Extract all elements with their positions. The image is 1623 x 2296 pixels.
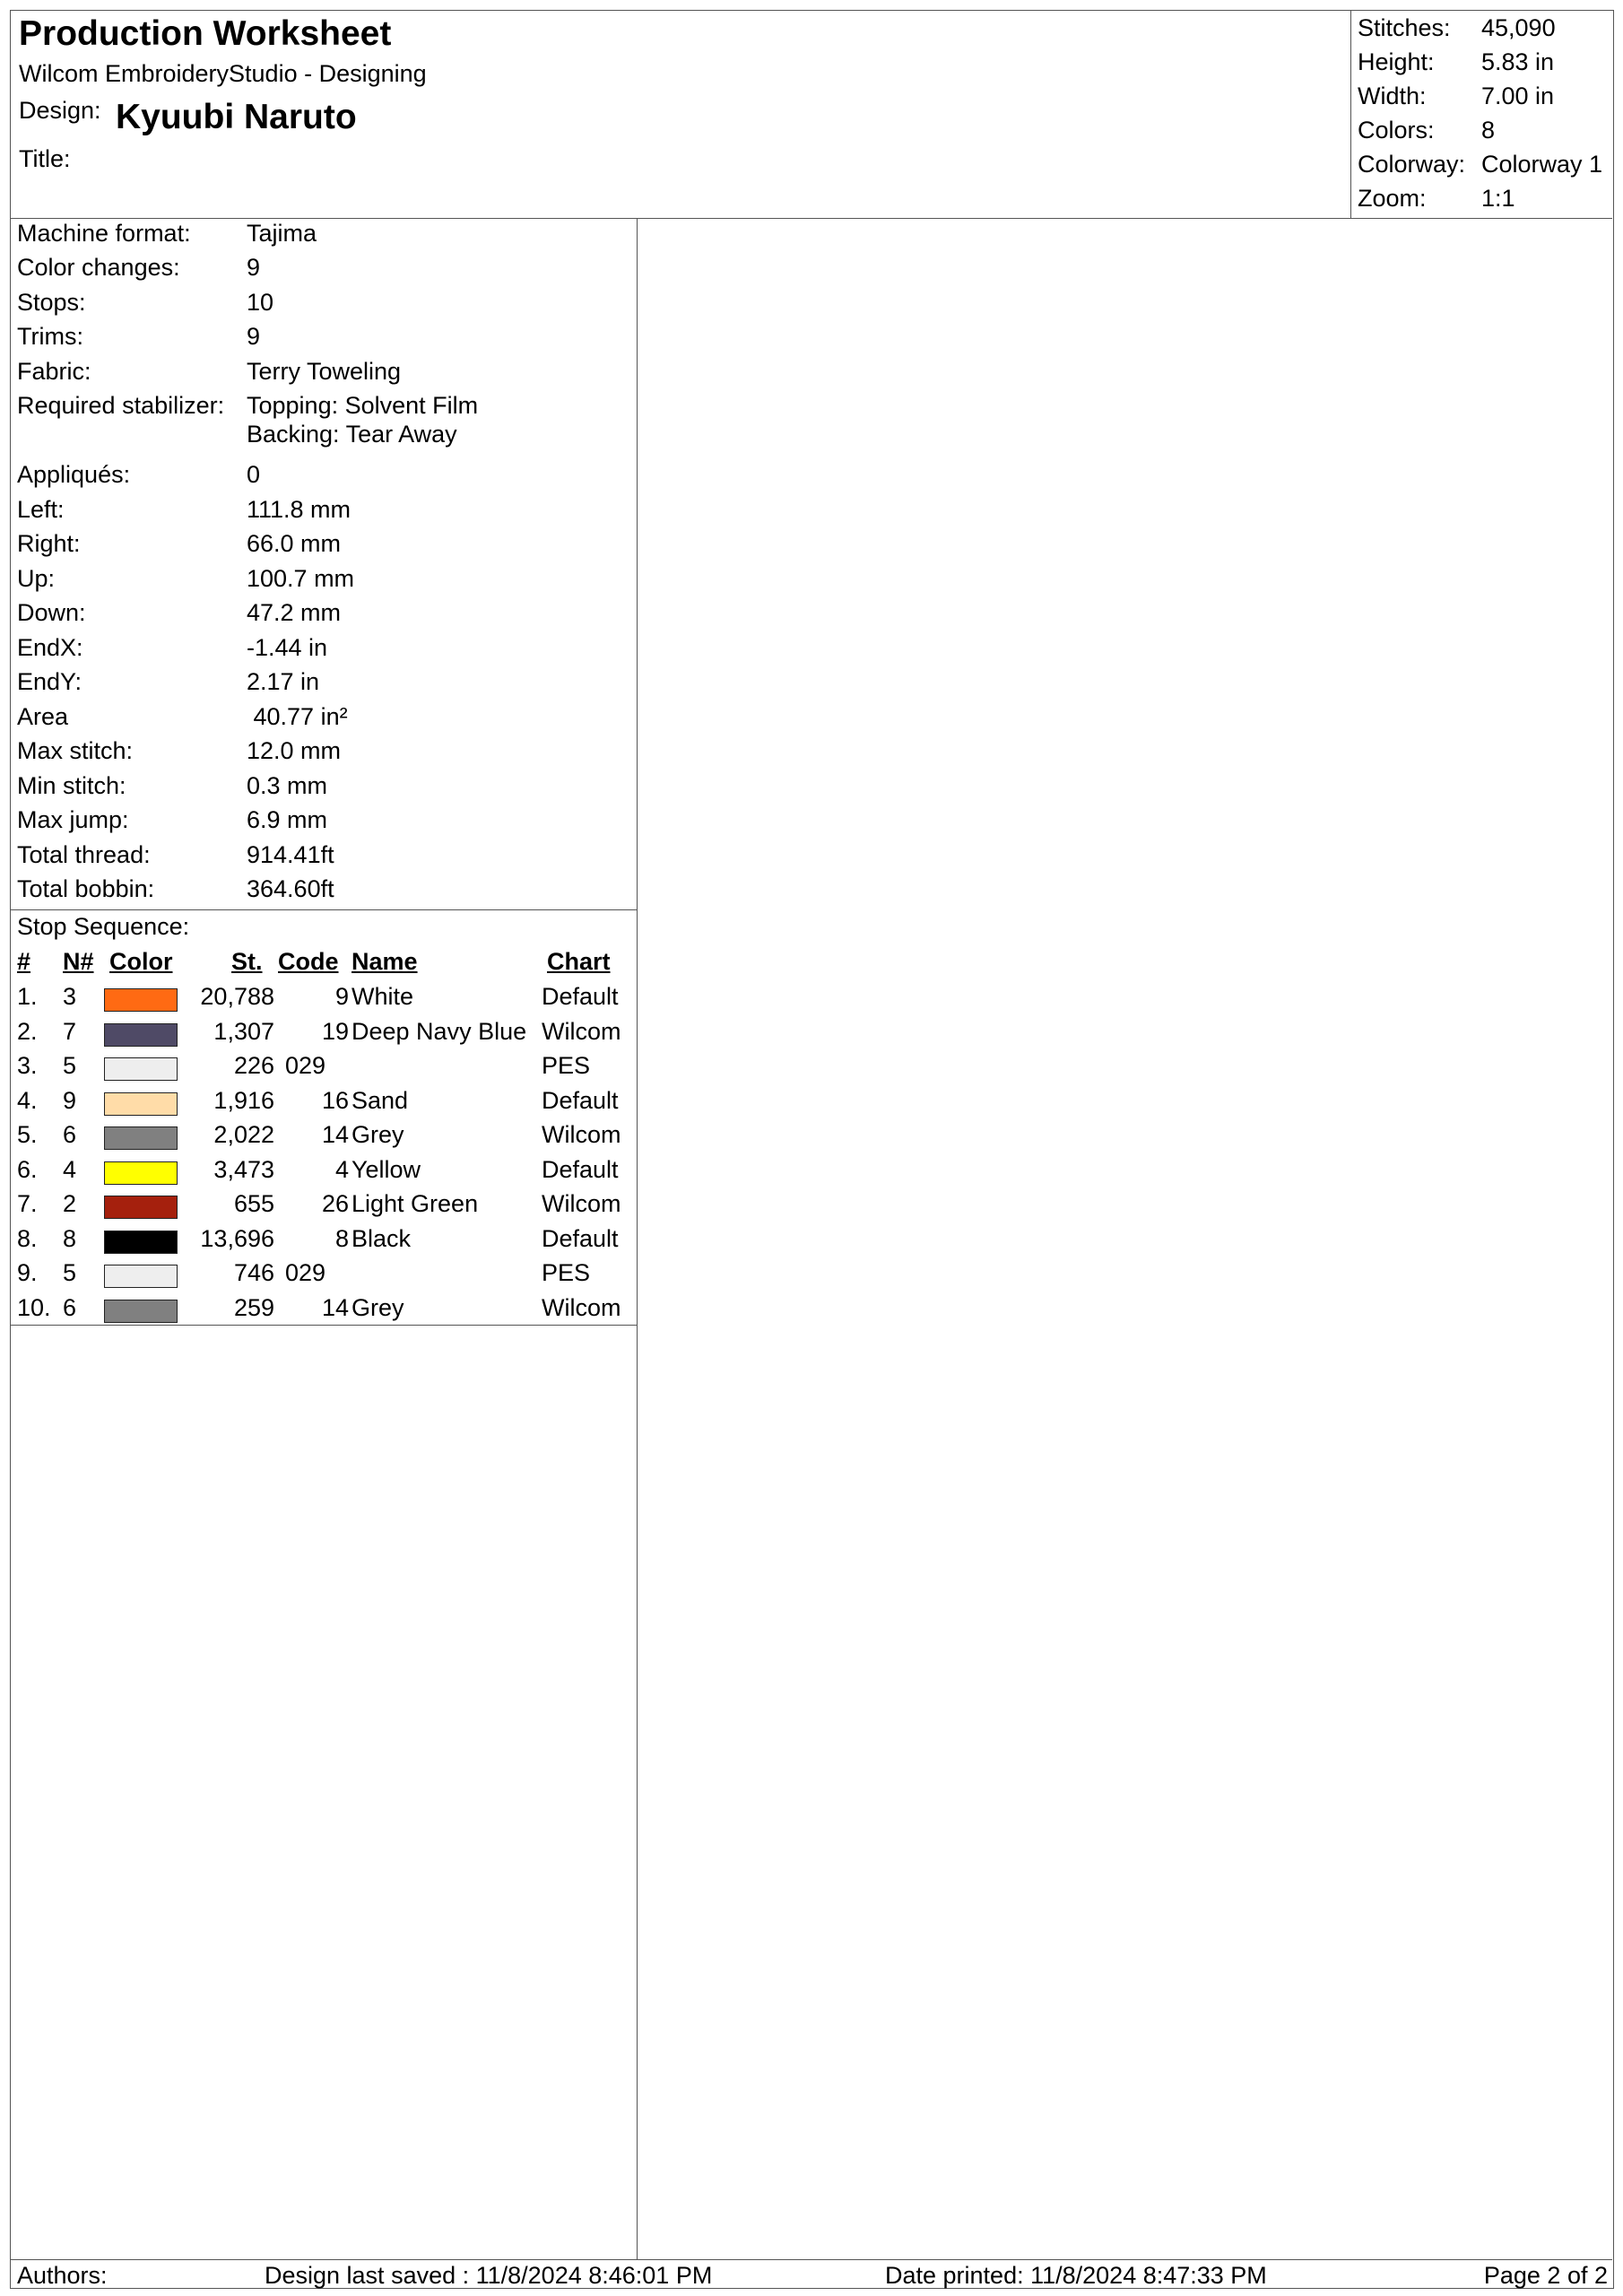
- footer-date-printed: Date printed: 11/8/2024 8:47:33 PM: [885, 2262, 1267, 2289]
- stitch-count: 226: [233, 1052, 274, 1079]
- property-label: Appliqués:: [17, 461, 131, 488]
- stitch-count: 20,788: [200, 983, 274, 1010]
- property-label: Area: [17, 703, 69, 730]
- property-value: 40.77 in²: [247, 703, 348, 730]
- table-row: [11, 1121, 637, 1155]
- thread-code: 4: [334, 1155, 349, 1183]
- thread-name: Black: [352, 1224, 412, 1252]
- worksheet-footer: [11, 2259, 1612, 2288]
- thread-name: Light Green: [352, 1190, 479, 1217]
- color-swatch: [104, 1057, 178, 1081]
- thread-chart: PES: [542, 1259, 591, 1286]
- summary-value: 8: [1481, 117, 1496, 144]
- summary-value: 1:1: [1481, 185, 1515, 212]
- row-number: 6.: [17, 1155, 38, 1183]
- summary-label: Colors:: [1358, 117, 1435, 144]
- property-label: Down:: [17, 599, 86, 626]
- stitch-count: 259: [233, 1293, 274, 1321]
- property-label: Up:: [17, 565, 56, 592]
- summary-label: Width:: [1358, 83, 1427, 109]
- table-row: [11, 1225, 637, 1259]
- footer-last-saved: Design last saved : 11/8/2024 8:46:01 PM: [265, 2262, 713, 2289]
- summary-value: 7.00 in: [1481, 83, 1555, 109]
- thread-code: 26: [321, 1190, 349, 1217]
- thread-name: Deep Navy Blue: [352, 1017, 527, 1045]
- row-number: 1.: [17, 983, 38, 1010]
- thread-chart: Wilcom: [542, 1293, 621, 1321]
- row-number: 7.: [17, 1190, 38, 1217]
- needle-number: 5: [63, 1259, 77, 1286]
- property-value: Terry Toweling: [247, 358, 402, 385]
- property-value: 2.17 in: [247, 668, 320, 695]
- table-row: [11, 1018, 637, 1052]
- worksheet-header: [11, 11, 1612, 219]
- table-row: [11, 1087, 637, 1121]
- stitch-count: 746: [233, 1259, 274, 1286]
- stitch-count: 1,307: [213, 1017, 274, 1045]
- property-label: EndY:: [17, 668, 82, 695]
- column-header-needle: N#: [63, 948, 94, 975]
- property-value: Topping: Solvent Film: [247, 392, 479, 419]
- stop-sequence-title: Stop Sequence:: [17, 913, 190, 940]
- summary-label: Zoom:: [1358, 185, 1427, 212]
- property-value: 9: [247, 254, 261, 281]
- property-label: Fabric:: [17, 358, 91, 385]
- column-header-chart: Chart: [547, 948, 611, 975]
- property-value: 0.3 mm: [247, 772, 328, 799]
- summary-label: Stitches:: [1358, 14, 1451, 41]
- property-value: 6.9 mm: [247, 806, 328, 833]
- property-value: 9: [247, 323, 261, 350]
- needle-number: 5: [63, 1052, 77, 1079]
- row-number: 8.: [17, 1224, 38, 1252]
- section-divider: [11, 909, 637, 910]
- summary-label: Colorway:: [1358, 151, 1466, 178]
- table-row: [11, 1259, 637, 1293]
- property-label: Max jump:: [17, 806, 129, 833]
- thread-code: 029: [285, 1259, 326, 1286]
- color-swatch: [104, 988, 178, 1012]
- row-number: 3.: [17, 1052, 38, 1079]
- thread-code: 9: [334, 983, 349, 1010]
- thread-chart: Wilcom: [542, 1017, 621, 1045]
- app-subtitle: Wilcom EmbroideryStudio - Designing: [19, 60, 427, 87]
- summary-value: Colorway 1: [1481, 151, 1603, 178]
- thread-code: 14: [321, 1121, 349, 1148]
- color-swatch: [104, 1092, 178, 1116]
- property-value: Backing: Tear Away: [247, 421, 457, 448]
- thread-name: Grey: [352, 1121, 404, 1148]
- property-label: Total bobbin:: [17, 875, 155, 902]
- footer-page-number: Page 2 of 2: [1483, 2262, 1608, 2289]
- needle-number: 6: [63, 1293, 77, 1321]
- column-header-stitches: St.: [231, 948, 263, 975]
- thread-chart: Default: [542, 1086, 619, 1114]
- property-value: 364.60ft: [247, 875, 334, 902]
- needle-number: 9: [63, 1086, 77, 1114]
- stitch-count: 3,473: [213, 1155, 274, 1183]
- property-value: 10: [247, 289, 274, 316]
- thread-code: 029: [285, 1052, 326, 1079]
- color-swatch: [104, 1196, 178, 1219]
- property-label: Color changes:: [17, 254, 180, 281]
- property-value: 12.0 mm: [247, 737, 342, 764]
- property-value: 47.2 mm: [247, 599, 342, 626]
- thread-name: Sand: [352, 1086, 409, 1114]
- row-number: 5.: [17, 1121, 38, 1148]
- row-number: 10.: [17, 1293, 51, 1321]
- thread-name: Yellow: [352, 1155, 421, 1183]
- design-label: Design:: [19, 97, 101, 124]
- column-header-name: Name: [352, 948, 418, 975]
- thread-name: White: [352, 983, 414, 1010]
- thread-code: 14: [321, 1293, 349, 1321]
- color-swatch: [104, 1161, 178, 1185]
- needle-number: 7: [63, 1017, 77, 1045]
- needle-number: 6: [63, 1121, 77, 1148]
- color-swatch: [104, 1023, 178, 1047]
- title-label: Title:: [19, 145, 71, 172]
- row-number: 2.: [17, 1017, 38, 1045]
- table-row: [11, 1156, 637, 1190]
- stitch-count: 2,022: [213, 1121, 274, 1148]
- summary-label: Height:: [1358, 48, 1435, 75]
- thread-chart: PES: [542, 1052, 591, 1079]
- design-summary-box: [1350, 11, 1612, 218]
- property-value: 100.7 mm: [247, 565, 355, 592]
- column-header-code: Code: [278, 948, 339, 975]
- thread-name: Grey: [352, 1293, 404, 1321]
- thread-code: 16: [321, 1086, 349, 1114]
- property-label: Machine format:: [17, 220, 191, 247]
- property-label: Stops:: [17, 289, 86, 316]
- property-label: Trims:: [17, 323, 83, 350]
- thread-chart: Wilcom: [542, 1190, 621, 1217]
- column-header-num: #: [17, 948, 31, 975]
- property-label: Max stitch:: [17, 737, 134, 764]
- column-header-color: Color: [109, 948, 173, 975]
- thread-chart: Wilcom: [542, 1121, 621, 1148]
- property-value: -1.44 in: [247, 634, 328, 661]
- row-number: 4.: [17, 1086, 38, 1114]
- stitch-count: 13,696: [200, 1224, 274, 1252]
- color-swatch: [104, 1231, 178, 1254]
- thread-code: 19: [321, 1017, 349, 1045]
- color-swatch: [104, 1265, 178, 1288]
- empty-panel: [11, 1318, 638, 2259]
- thread-chart: Default: [542, 1155, 619, 1183]
- design-name: Kyuubi Naruto: [116, 98, 357, 136]
- property-value: 66.0 mm: [247, 530, 342, 557]
- thread-chart: Default: [542, 983, 619, 1010]
- color-swatch: [104, 1126, 178, 1150]
- property-label: Total thread:: [17, 841, 151, 868]
- property-label: EndX:: [17, 634, 83, 661]
- property-label: Min stitch:: [17, 772, 126, 799]
- property-label: Right:: [17, 530, 81, 557]
- needle-number: 4: [63, 1155, 77, 1183]
- page-title: Production Worksheet: [19, 14, 392, 53]
- table-row: [11, 1190, 637, 1224]
- needle-number: 3: [63, 983, 77, 1010]
- summary-value: 5.83 in: [1481, 48, 1555, 75]
- table-row: [11, 1052, 637, 1086]
- table-row: [11, 983, 637, 1017]
- property-label: Required stabilizer:: [17, 392, 225, 419]
- stitch-count: 655: [233, 1190, 274, 1217]
- property-value: 111.8 mm: [247, 496, 352, 523]
- row-number: 9.: [17, 1259, 38, 1286]
- thread-chart: Default: [542, 1224, 619, 1252]
- needle-number: 8: [63, 1224, 77, 1252]
- worksheet-page: [10, 10, 1614, 2289]
- thread-code: 8: [334, 1224, 349, 1252]
- footer-authors: Authors:: [17, 2262, 108, 2289]
- property-value: 0: [247, 461, 261, 488]
- property-value: Tajima: [247, 220, 317, 247]
- needle-number: 2: [63, 1190, 77, 1217]
- property-label: Left:: [17, 496, 65, 523]
- properties-panel: [11, 218, 638, 1321]
- property-value: 914.41ft: [247, 841, 334, 868]
- summary-value: 45,090: [1481, 14, 1556, 41]
- stitch-count: 1,916: [213, 1086, 274, 1114]
